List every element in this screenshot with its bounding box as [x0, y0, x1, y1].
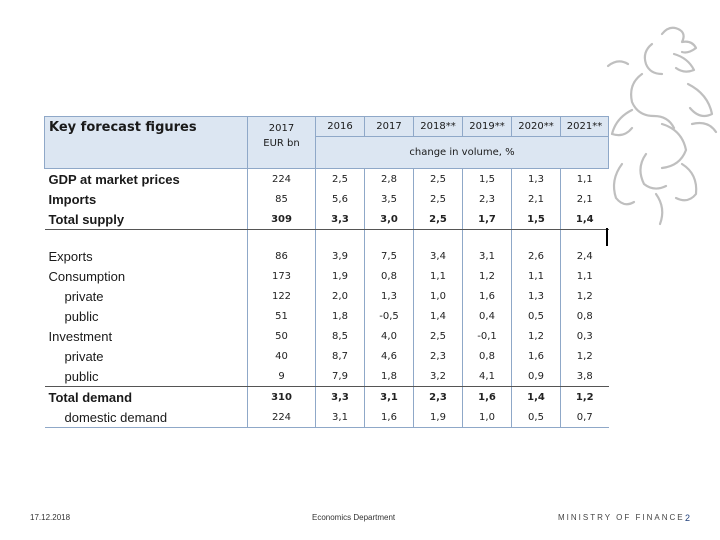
table-row [45, 286, 609, 306]
change-value-cell: 0,7 [561, 407, 609, 428]
base-value-cell: 40 [248, 346, 316, 366]
year-header: 2017 [365, 117, 414, 137]
change-value-cell: 4,6 [365, 346, 414, 366]
key-forecast-table [44, 116, 609, 428]
row-label: GDP at market prices [48, 171, 180, 187]
change-value-cell: 3,5 [365, 189, 414, 209]
change-value-cell: 1,8 [365, 366, 414, 387]
change-value-cell: 5,6 [316, 189, 365, 209]
change-value-cell: 1,8 [316, 306, 365, 326]
base-unit: EUR bn [263, 138, 300, 149]
change-value-cell: 1,4 [512, 387, 561, 408]
change-value-cell: 3,0 [365, 209, 414, 230]
change-value-cell: 1,7 [463, 209, 512, 230]
change-value-cell: 0,8 [463, 346, 512, 366]
change-value-cell: 3,1 [316, 407, 365, 428]
change-value-cell: 0,8 [365, 266, 414, 286]
table-row [45, 246, 609, 266]
row-label: Total demand [48, 389, 133, 405]
change-value-cell: 8,5 [316, 326, 365, 346]
change-value-cell: 1,3 [365, 286, 414, 306]
change-value-cell: 1,9 [414, 407, 463, 428]
change-value-cell: 1,1 [512, 266, 561, 286]
change-value-cell: 1,3 [512, 169, 561, 190]
base-value-cell: 51 [248, 306, 316, 326]
table-row [45, 346, 609, 366]
change-value-cell: 2,4 [561, 246, 609, 266]
change-value-cell: 1,2 [463, 266, 512, 286]
change-value-cell: 1,0 [414, 286, 463, 306]
base-year-header [248, 117, 316, 169]
base-value-cell: 122 [248, 286, 316, 306]
change-value-cell: -0,1 [463, 326, 512, 346]
change-value-cell: 8,7 [316, 346, 365, 366]
change-value-cell: 1,2 [561, 387, 609, 408]
change-value-cell: 1,6 [365, 407, 414, 428]
change-value-cell: 4,1 [463, 366, 512, 387]
change-value-cell: 3,9 [316, 246, 365, 266]
change-value-cell: 1,6 [512, 346, 561, 366]
change-value-cell: 3,4 [414, 246, 463, 266]
table-row [45, 306, 609, 326]
base-value-cell: 224 [248, 169, 316, 190]
row-label: Imports [48, 191, 97, 207]
row-label: Consumption [48, 268, 126, 284]
change-value-cell: 3,3 [316, 387, 365, 408]
row-label: Exports [48, 248, 93, 264]
change-value-cell: 1,2 [512, 326, 561, 346]
change-value-cell: 2,5 [414, 326, 463, 346]
year-header: 2020** [512, 117, 561, 137]
row-label: Total supply [45, 209, 248, 230]
change-value-cell: 1,2 [561, 346, 609, 366]
change-value-cell: 2,1 [561, 189, 609, 209]
change-value-cell: 2,5 [414, 169, 463, 190]
table-row [45, 266, 609, 286]
change-value-cell: 2,3 [414, 387, 463, 408]
base-value-cell: 310 [248, 387, 316, 408]
base-value-cell: 309 [248, 209, 316, 230]
change-value-cell: 3,8 [561, 366, 609, 387]
change-value-cell: 0,8 [561, 306, 609, 326]
table-row [45, 326, 609, 346]
change-value-cell: 1,4 [561, 209, 609, 230]
base-year: 2017 [268, 123, 295, 134]
change-value-cell: 0,3 [561, 326, 609, 346]
year-header: 2019** [463, 117, 512, 137]
base-value-cell: 9 [248, 366, 316, 387]
row-label: private [64, 348, 104, 364]
change-value-cell: 2,1 [512, 189, 561, 209]
change-value-cell: 1,6 [463, 387, 512, 408]
change-value-cell: 2,3 [414, 346, 463, 366]
change-value-cell: 2,5 [316, 169, 365, 190]
row-label: Investment [48, 328, 113, 344]
spacer-row [45, 230, 609, 247]
change-value-cell: 1,1 [561, 266, 609, 286]
year-header: 2018** [414, 117, 463, 137]
page-number: 2 [685, 513, 691, 523]
change-value-cell: 1,9 [316, 266, 365, 286]
base-value-cell: 85 [248, 189, 316, 209]
change-value-cell: 2,5 [414, 209, 463, 230]
row-label: public [45, 366, 248, 387]
change-value-cell: 1,3 [512, 286, 561, 306]
year-header: 2016 [316, 117, 365, 137]
change-value-cell: 2,0 [316, 286, 365, 306]
change-value-cell: 0,4 [463, 306, 512, 326]
change-value-cell: 3,1 [463, 246, 512, 266]
lion-crest-watermark-icon [592, 14, 720, 244]
change-value-cell: 2,8 [365, 169, 414, 190]
table-row [45, 169, 609, 190]
edge-mark [606, 228, 608, 246]
change-value-cell: 1,5 [463, 169, 512, 190]
change-value-cell: 0,5 [512, 407, 561, 428]
change-value-cell: 1,4 [414, 306, 463, 326]
table-body [45, 169, 609, 428]
base-value-cell: 50 [248, 326, 316, 346]
row-label: public [64, 308, 99, 324]
base-value-cell: 86 [248, 246, 316, 266]
change-value-cell: 1,5 [512, 209, 561, 230]
row-label: domestic demand [45, 407, 248, 428]
table-row [45, 387, 609, 408]
change-value-cell: 0,9 [512, 366, 561, 387]
footer-department: Economics Department [312, 513, 396, 522]
table-row [45, 209, 609, 230]
table-row [45, 189, 609, 209]
table-title: Key forecast figures [45, 117, 248, 169]
change-value-cell: -0,5 [365, 306, 414, 326]
change-value-cell: 1,1 [561, 169, 609, 190]
footer-ministry: MINISTRY OF FINANCE [558, 513, 685, 522]
year-header: 2021** [561, 117, 609, 137]
change-value-cell: 0,5 [512, 306, 561, 326]
base-value-cell: 173 [248, 266, 316, 286]
change-value-cell: 1,2 [561, 286, 609, 306]
change-value-cell: 3,3 [316, 209, 365, 230]
base-value-cell: 224 [248, 407, 316, 428]
change-value-cell: 1,0 [463, 407, 512, 428]
change-unit-header: change in volume, % [316, 137, 609, 169]
change-value-cell: 2,3 [463, 189, 512, 209]
change-value-cell: 7,5 [365, 246, 414, 266]
change-value-cell: 7,9 [316, 366, 365, 387]
change-value-cell: 3,2 [414, 366, 463, 387]
change-value-cell: 3,1 [365, 387, 414, 408]
row-label: private [64, 288, 104, 304]
change-value-cell: 1,6 [463, 286, 512, 306]
change-value-cell: 2,5 [414, 189, 463, 209]
table-row [45, 407, 609, 428]
change-value-cell: 2,6 [512, 246, 561, 266]
table-row [45, 366, 609, 387]
change-value-cell: 1,1 [414, 266, 463, 286]
footer-date: 17.12.2018 [30, 513, 71, 522]
change-value-cell: 4,0 [365, 326, 414, 346]
